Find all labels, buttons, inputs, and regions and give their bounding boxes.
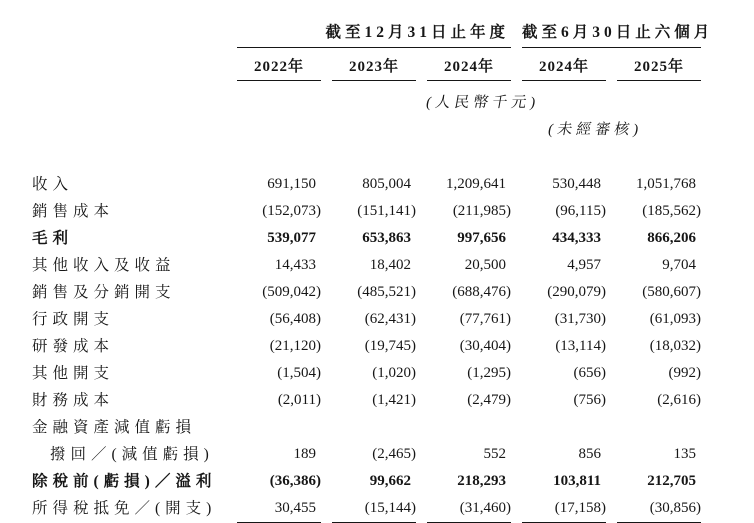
value-cell <box>522 414 606 441</box>
value-cell: (36,386) <box>269 473 321 489</box>
value-cell: (17,158) <box>522 495 606 523</box>
value-cell: (56,408) <box>269 311 321 327</box>
value-cell <box>617 414 701 441</box>
table-row <box>0 225 701 252</box>
table-row <box>0 333 701 360</box>
value-cell: (1,421) <box>372 392 416 408</box>
value-cell: (151,141) <box>357 203 416 219</box>
value-cell: (152,073) <box>262 203 321 219</box>
row-label: 撥回／(減值虧損) <box>50 446 214 463</box>
value-cell <box>237 414 321 441</box>
value-cell: 691,150 <box>267 176 316 192</box>
year-column-header: 2024年 <box>427 55 511 81</box>
year-column-header: 2022年 <box>237 55 321 81</box>
value-cell: 189 <box>293 446 316 462</box>
value-cell: (2,011) <box>277 392 321 408</box>
row-label: 行政開支 <box>32 311 115 328</box>
value-cell: (580,607) <box>642 284 701 300</box>
row-label: 財務成本 <box>32 392 115 409</box>
period-group-annual: 截至12月31日止年度 <box>237 18 511 48</box>
row-label: 其他開支 <box>32 365 115 382</box>
value-cell: 552 <box>483 446 506 462</box>
table-row <box>0 495 701 522</box>
value-cell: (96,115) <box>555 203 606 219</box>
value-cell: 135 <box>673 446 696 462</box>
value-cell: (31,730) <box>554 311 606 327</box>
value-cell: (2,616) <box>657 392 701 408</box>
value-cell: (656) <box>573 365 606 381</box>
value-cell: 1,209,641 <box>446 176 506 192</box>
table-row <box>0 360 701 387</box>
table-row <box>0 441 701 468</box>
value-cell: (185,562) <box>642 203 701 219</box>
value-cell: 866,206 <box>647 230 696 246</box>
value-cell: (62,431) <box>364 311 416 327</box>
value-cell: (509,042) <box>262 284 321 300</box>
value-cell: 30,455 <box>237 495 321 523</box>
value-cell: (211,985) <box>452 203 511 219</box>
row-label: 銷售及分銷開支 <box>32 284 176 301</box>
period-group-interim: 截至6月30日止六個月 <box>522 18 701 48</box>
value-cell: 653,863 <box>362 230 411 246</box>
unaudited-note: (未經審核) <box>546 122 644 138</box>
table-row <box>0 252 701 279</box>
value-cell: 539,077 <box>267 230 316 246</box>
value-cell: (290,079) <box>547 284 606 300</box>
value-cell: 530,448 <box>552 176 601 192</box>
value-cell: (61,093) <box>649 311 701 327</box>
table-row <box>0 387 701 414</box>
value-cell: (18,032) <box>649 338 701 354</box>
row-label: 銷售成本 <box>32 203 115 220</box>
value-cell: (1,295) <box>467 365 511 381</box>
unaudited-row <box>0 118 701 139</box>
currency-unit-row <box>0 91 701 112</box>
year-column-header: 2025年 <box>617 55 701 81</box>
table-row <box>0 468 701 495</box>
value-cell: 18,402 <box>369 257 411 273</box>
year-column-header: 2023年 <box>332 55 416 81</box>
currency-unit-note: (人民幣千元) <box>424 95 541 111</box>
value-cell: (688,476) <box>452 284 511 300</box>
value-cell: 434,333 <box>552 230 601 246</box>
year-header-row <box>0 55 701 81</box>
value-cell: (30,856) <box>617 495 701 523</box>
value-cell: 99,662 <box>369 473 411 489</box>
table-row <box>0 414 701 441</box>
corner-spacer <box>0 18 226 48</box>
value-cell <box>427 414 511 441</box>
value-cell: (1,504) <box>277 365 321 381</box>
value-cell: 805,004 <box>362 176 411 192</box>
table-row <box>0 198 701 225</box>
table-row <box>0 279 701 306</box>
value-cell: 4,957 <box>567 257 601 273</box>
value-cell: 14,433 <box>274 257 316 273</box>
corner-spacer <box>0 55 226 81</box>
period-group-header-row <box>0 18 714 48</box>
value-cell: (21,120) <box>269 338 321 354</box>
value-cell: 218,293 <box>457 473 506 489</box>
value-cell: (485,521) <box>357 284 416 300</box>
value-cell: (19,745) <box>364 338 416 354</box>
table-row <box>0 306 701 333</box>
row-label: 所得稅抵免／(開支) <box>32 500 217 517</box>
value-cell: 1,051,768 <box>636 176 696 192</box>
value-cell: (1,020) <box>372 365 416 381</box>
row-label: 其他收入及收益 <box>32 257 176 274</box>
row-label: 除稅前(虧損)／溢利 <box>32 473 217 490</box>
value-cell: (992) <box>668 365 701 381</box>
value-cell: (77,761) <box>459 311 511 327</box>
income-statement-table <box>0 171 754 522</box>
row-label: 金融資產減值虧損 <box>32 419 197 436</box>
value-cell: 212,705 <box>647 473 696 489</box>
value-cell: 9,704 <box>662 257 696 273</box>
value-cell: 20,500 <box>464 257 506 273</box>
value-cell: (13,114) <box>555 338 606 354</box>
row-label: 毛利 <box>32 230 74 247</box>
row-label: 收入 <box>32 176 74 193</box>
value-cell: (2,465) <box>372 446 416 462</box>
value-cell: 103,811 <box>553 473 601 489</box>
value-cell: 997,656 <box>457 230 506 246</box>
value-cell: 856 <box>578 446 601 462</box>
table-row <box>0 171 701 198</box>
value-cell: (15,144) <box>332 495 416 523</box>
value-cell: (31,460) <box>427 495 511 523</box>
value-cell: (2,479) <box>467 392 511 408</box>
year-column-header: 2024年 <box>522 55 606 81</box>
value-cell: (30,404) <box>459 338 511 354</box>
value-cell <box>332 414 416 441</box>
value-cell: (756) <box>573 392 606 408</box>
row-label: 研發成本 <box>32 338 115 355</box>
